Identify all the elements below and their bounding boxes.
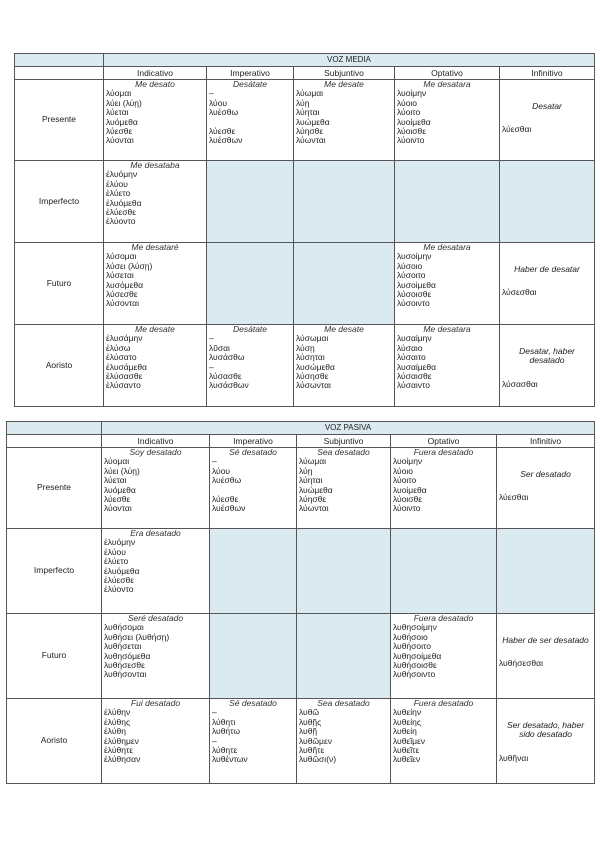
tense-label: Futuro	[7, 614, 102, 699]
verb-form: λύσομαι	[106, 251, 137, 262]
cell-subjuntivo	[294, 80, 395, 161]
verb-form: λυθῇ	[299, 726, 318, 737]
header-imperativo: Imperativo	[207, 67, 294, 80]
verb-form: λύου	[212, 465, 231, 476]
cell-caption: Me desate	[324, 79, 364, 89]
cell-infinitivo	[500, 80, 595, 161]
tense-row-imperfecto	[7, 529, 595, 614]
cell-caption: Sea desatado	[317, 698, 370, 708]
tense-row-imperfecto	[15, 161, 595, 243]
verb-form: ἐλυόμην	[104, 537, 136, 548]
verb-form: λυθήσονται	[104, 669, 147, 680]
cell-caption: Me desataré	[131, 242, 179, 252]
tense-row-futuro	[7, 614, 595, 699]
cell-subjuntivo	[297, 529, 391, 614]
infinitive-translation: Ser desatado	[520, 469, 571, 479]
verb-form: λύοισθε	[393, 494, 423, 505]
verb-form: λῦσαι	[209, 342, 230, 353]
verb-form: ἐλύετο	[106, 188, 131, 199]
verb-form: ἐλύσατο	[106, 352, 137, 363]
verb-form: ἐλύεσθε	[106, 207, 137, 218]
verb-form: ἐλυόμεθα	[106, 197, 142, 208]
verb-form: ἐλύου	[104, 546, 126, 557]
verb-form: ἐλυόμην	[106, 169, 138, 180]
cell-caption: Soy desatado	[129, 447, 182, 457]
infinitive-form: λύεσθαι	[499, 492, 529, 503]
verb-form: λυθήσοιο	[393, 631, 428, 642]
verb-form: λυθήτω	[212, 726, 241, 737]
verb-form: λύσοιντο	[397, 298, 430, 309]
cell-optativo	[395, 243, 500, 325]
cell-imperativo	[210, 529, 297, 614]
verb-form: λυθῶ	[299, 707, 320, 718]
verb-form: –	[212, 456, 217, 467]
tense-label: Aoristo	[7, 699, 102, 784]
verb-form: ἐλυόμεθα	[104, 565, 140, 576]
verb-form: λυώμεθα	[299, 484, 333, 495]
infinitive-form: λύεσθαι	[502, 124, 532, 135]
verb-form: ἐλύθησαν	[104, 754, 141, 765]
verb-form: –	[209, 333, 214, 344]
verb-form: λύοιτο	[393, 475, 417, 486]
verb-form: λυθεῖτε	[393, 745, 420, 756]
verb-form: λυόμεθα	[104, 484, 136, 495]
verb-form: ἐλύοντο	[104, 584, 134, 595]
voz-pasiva-title: VOZ PASIVA	[102, 422, 595, 435]
verb-form: λύομαι	[106, 88, 132, 99]
verb-form: ἐλύετο	[104, 556, 129, 567]
cell-caption: Sé desatado	[229, 447, 277, 457]
cell-optativo	[395, 325, 500, 407]
verb-form: ἐλύθης	[104, 716, 131, 727]
verb-form: ἐλύεσθε	[104, 575, 135, 586]
tense-row-presente	[15, 80, 595, 161]
verb-form: λυθησοίμην	[393, 622, 437, 633]
verb-form: λυοίμην	[393, 456, 423, 467]
cell-infinitivo	[500, 325, 595, 407]
cell-caption: Seré desatado	[127, 613, 184, 623]
verb-form: λύεσθε	[106, 126, 133, 137]
verb-form: λύωμαι	[296, 88, 324, 99]
header-infinitivo: Infinitivo	[500, 67, 595, 80]
cell-subjuntivo	[297, 614, 391, 699]
tense-row-aoristo	[15, 325, 595, 407]
verb-form: λύεται	[106, 107, 129, 118]
cell-infinitivo	[497, 448, 595, 529]
verb-form: λύσαισθε	[397, 371, 432, 382]
verb-form: λυόμεθα	[106, 116, 138, 127]
verb-form: λύσασθε	[209, 371, 242, 382]
cell-caption: Fuera desatado	[413, 447, 474, 457]
cell-imperativo	[210, 699, 297, 784]
cell-subjuntivo	[294, 161, 395, 243]
cell-infinitivo	[497, 529, 595, 614]
cell-indicativo	[104, 325, 207, 407]
verb-form: λυθησόμεθα	[104, 650, 151, 661]
verb-form: ἐλύσαντο	[106, 380, 141, 391]
verb-form: λυθῇς	[299, 716, 322, 727]
verb-form: λυσοίμεθα	[397, 279, 436, 290]
verb-form: λύῃ	[296, 97, 310, 108]
cell-caption: Me desatara	[423, 79, 471, 89]
infinitive-translation: Ser desatado, haber sido desatado	[507, 720, 585, 740]
verb-form: λυθήσεσθε	[104, 660, 145, 671]
infinitive-translation: Desatar, haber desatado	[519, 346, 575, 366]
verb-form: λύηται	[296, 107, 320, 118]
verb-form: λυοίμεθα	[397, 116, 431, 127]
cell-imperativo	[207, 325, 294, 407]
voz-media-table	[14, 53, 595, 407]
header-corner	[15, 67, 104, 80]
verb-form: –	[209, 88, 214, 99]
cell-optativo	[391, 614, 497, 699]
verb-form: λυθησοίμεθα	[393, 650, 442, 661]
verb-form: λύωνται	[299, 503, 329, 514]
cell-caption: Me desatara	[423, 324, 471, 334]
header-indicativo: Indicativo	[102, 435, 210, 448]
cell-infinitivo	[500, 161, 595, 243]
verb-form: λύσονται	[106, 298, 139, 309]
verb-form: λυθείη	[393, 726, 417, 737]
header-corner	[7, 435, 102, 448]
cell-caption: Desátate	[232, 79, 268, 89]
infinitive-translation: Haber de ser desatado	[502, 635, 589, 645]
verb-form: λύοιο	[397, 97, 418, 108]
cell-indicativo	[102, 448, 210, 529]
verb-form: λύοιντο	[397, 135, 425, 146]
verb-form: λυσόμεθα	[106, 279, 143, 290]
cell-indicativo	[104, 80, 207, 161]
verb-form: λυσώμεθα	[296, 361, 335, 372]
cell-subjuntivo	[297, 448, 391, 529]
verb-form: λύσοισθε	[397, 289, 432, 300]
verb-form: λύοιο	[393, 465, 414, 476]
verb-form: λύει (λύῃ)	[106, 97, 142, 108]
verb-form: λυέσθων	[212, 503, 246, 514]
infinitive-form: λυθῆναι	[499, 752, 529, 763]
verb-form: λυθέντων	[212, 754, 248, 765]
cell-infinitivo	[497, 614, 595, 699]
tense-label: Presente	[7, 448, 102, 529]
verb-form: λυσαίμεθα	[397, 361, 437, 372]
cell-caption: Me desato	[135, 79, 175, 89]
verb-form: ἐλυσάμην	[106, 333, 143, 344]
verb-form: λύσησθε	[296, 371, 329, 382]
infinitive-form: λύσασθαι	[502, 378, 538, 389]
voz-pasiva-table	[6, 421, 595, 784]
tense-label: Imperfecto	[15, 161, 104, 243]
header-optativo: Optativo	[395, 67, 500, 80]
cell-subjuntivo	[294, 243, 395, 325]
verb-form: λύσαιτο	[397, 352, 426, 363]
verb-form: λύσαιντο	[397, 380, 430, 391]
cell-imperativo	[207, 243, 294, 325]
cell-subjuntivo	[297, 699, 391, 784]
verb-form: λυθήσοιτο	[393, 641, 431, 652]
infinitive-form: λύσεσθαι	[502, 287, 537, 298]
cell-caption: Me desate	[324, 324, 364, 334]
tense-row-presente	[7, 448, 595, 529]
verb-form: λύσοιο	[397, 260, 423, 271]
verb-form: λύεσθε	[209, 126, 236, 137]
verb-form: λυθῆτε	[299, 745, 325, 756]
verb-form: λύεσθε	[212, 494, 239, 505]
table-spacer	[15, 54, 104, 67]
verb-form: λυθήσομαι	[104, 622, 144, 633]
table-spacer	[7, 422, 102, 435]
verb-form: λύεσθε	[104, 494, 131, 505]
cell-optativo	[391, 448, 497, 529]
cell-indicativo	[104, 161, 207, 243]
tense-label: Aoristo	[15, 325, 104, 407]
verb-form: λύονται	[106, 135, 134, 146]
verb-form: λυοίμεθα	[393, 484, 427, 495]
header-imperativo: Imperativo	[210, 435, 297, 448]
voz-media-title: VOZ MEDIA	[104, 54, 595, 67]
verb-form: λύοιντο	[393, 503, 421, 514]
cell-indicativo	[104, 243, 207, 325]
cell-caption: Desátate	[232, 324, 268, 334]
verb-form: λύσῃ	[296, 342, 315, 353]
verb-form: λυθείην	[393, 707, 422, 718]
verb-form: λυέσθω	[209, 107, 239, 118]
infinitive-translation: Haber de desatar	[514, 264, 580, 274]
verb-form: ἐλύθην	[104, 707, 131, 718]
cell-indicativo	[102, 614, 210, 699]
verb-form: λυθῶσι(ν)	[299, 754, 337, 765]
verb-form: λύεται	[104, 475, 127, 486]
verb-form: λύομαι	[104, 456, 130, 467]
cell-subjuntivo	[294, 325, 395, 407]
verb-form: λυθήσει (λυθήσῃ)	[104, 631, 170, 642]
verb-form: λυθήσοιντο	[393, 669, 436, 680]
verb-form: –	[212, 735, 217, 746]
verb-form: λυοίμην	[397, 88, 427, 99]
cell-caption: Me desate	[135, 324, 175, 334]
verb-form: λυσαίμην	[397, 333, 432, 344]
verb-form: λυέσθων	[209, 135, 243, 146]
cell-optativo	[395, 161, 500, 243]
cell-indicativo	[102, 529, 210, 614]
cell-caption: Fui desatado	[130, 698, 181, 708]
verb-form: ἐλύου	[106, 178, 128, 189]
cell-caption: Sea desatado	[317, 447, 370, 457]
infinitive-translation: Desatar	[532, 101, 562, 111]
verb-form: ἐλύσω	[106, 342, 131, 353]
verb-form: λύσεσθε	[106, 289, 138, 300]
verb-form: ἐλύθητε	[104, 745, 134, 756]
cell-caption: Me desatara	[423, 242, 471, 252]
verb-form: ἐλύθημεν	[104, 735, 139, 746]
verb-form: λυθήσοισθε	[393, 660, 437, 671]
verb-form: ἐλύοντο	[106, 216, 136, 227]
verb-form: λυώμεθα	[296, 116, 330, 127]
verb-form: λύου	[209, 97, 228, 108]
verb-form: –	[212, 707, 217, 718]
header-infinitivo: Infinitivo	[497, 435, 595, 448]
cell-imperativo	[210, 448, 297, 529]
verb-form: λύηται	[299, 475, 323, 486]
verb-form: λύωνται	[296, 135, 326, 146]
infinitive-form: λυθήσεσθαι	[499, 658, 543, 669]
cell-imperativo	[207, 161, 294, 243]
header-indicativo: Indicativo	[104, 67, 207, 80]
verb-form: ἐλύσασθε	[106, 371, 143, 382]
verb-form: λυθείης	[393, 716, 421, 727]
verb-form: λύοισθε	[397, 126, 427, 137]
cell-infinitivo	[500, 243, 595, 325]
cell-caption: Me desataba	[130, 160, 180, 170]
header-subjuntivo: Subjuntivo	[297, 435, 391, 448]
verb-form: λύσει (λύσῃ)	[106, 260, 153, 271]
verb-form: λύοιτο	[397, 107, 421, 118]
tense-label: Presente	[15, 80, 104, 161]
verb-form: λύει (λύῃ)	[104, 465, 140, 476]
tense-label: Futuro	[15, 243, 104, 325]
verb-form: λυθῶμεν	[299, 735, 332, 746]
header-optativo: Optativo	[391, 435, 497, 448]
cell-indicativo	[102, 699, 210, 784]
verb-form: λύσωμαι	[296, 333, 329, 344]
verb-form: ἐλύθη	[104, 726, 126, 737]
cell-imperativo	[210, 614, 297, 699]
verb-form: λυθεῖεν	[393, 754, 421, 765]
tense-label: Imperfecto	[7, 529, 102, 614]
verb-form: λύωμαι	[299, 456, 327, 467]
cell-optativo	[395, 80, 500, 161]
verb-form: λύησθε	[296, 126, 324, 137]
cell-imperativo	[207, 80, 294, 161]
verb-form: λύησθε	[299, 494, 327, 505]
cell-caption: Fuera desatado	[413, 698, 474, 708]
verb-form: λύῃ	[299, 465, 313, 476]
verb-form: λύσαιο	[397, 342, 423, 353]
cell-infinitivo	[497, 699, 595, 784]
verb-form: λυέσθω	[212, 475, 242, 486]
verb-form: λυσοίμην	[397, 251, 432, 262]
verb-form: –	[209, 361, 214, 372]
verb-form: ἐλυσάμεθα	[106, 361, 147, 372]
verb-form: λύθητε	[212, 745, 238, 756]
cell-optativo	[391, 699, 497, 784]
tense-row-aoristo	[7, 699, 595, 784]
verb-form: λύσοιτο	[397, 270, 426, 281]
verb-form: λύονται	[104, 503, 132, 514]
verb-form: λυσάσθω	[209, 352, 245, 363]
verb-form: λύσηται	[296, 352, 325, 363]
cell-caption: Fuera desatado	[413, 613, 474, 623]
verb-form: λυθήσεται	[104, 641, 142, 652]
verb-form: λυθεῖμεν	[393, 735, 426, 746]
verb-form: λυσάσθων	[209, 380, 249, 391]
cell-caption: Sé desatado	[229, 698, 277, 708]
tense-row-futuro	[15, 243, 595, 325]
cell-optativo	[391, 529, 497, 614]
verb-form: λύσωνται	[296, 380, 331, 391]
header-subjuntivo: Subjuntivo	[294, 67, 395, 80]
verb-form: λύθητι	[212, 716, 236, 727]
cell-caption: Era desatado	[130, 528, 181, 538]
verb-form: λύσεται	[106, 270, 134, 281]
